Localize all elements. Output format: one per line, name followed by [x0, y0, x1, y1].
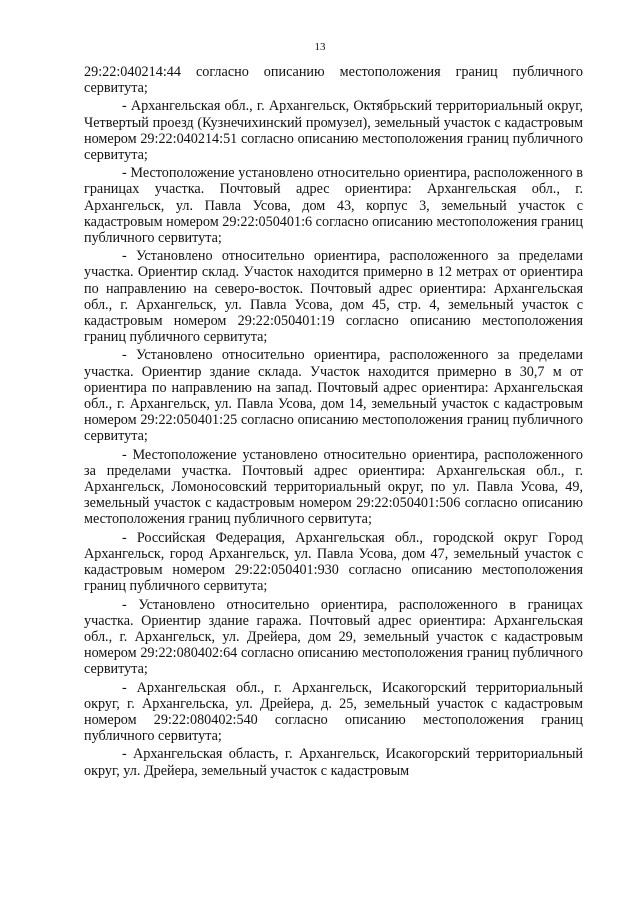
paragraph: - Российская Федерация, Архангельская обл., городской округ Город Архангельск, город Архангельск, ул. Павла Усова, дом 47, земельный участок с кадастровым номером 29:22:050401:930 согласно описанию местоположения границ публичного сервитута;	[84, 529, 583, 595]
paragraph: 29:22:040214:44 согласно описанию местоположения границ публичного сервитута;	[84, 64, 583, 97]
paragraph: - Архангельская обл., г. Архангельск, Октябрьский территориальный округ, Четвертый проезд (Кузнечихинский промузел), земельный участок с кадастровым номером 29:22:040214:51 согласно описанию местоположения границ публичного сервитута;	[84, 98, 583, 164]
paragraph: - Установлено относительно ориентира, расположенного за пределами участка. Ориентир склад. Участок находится примерно в 12 метрах от ориентира по направлению на северо-восток. Почтовый адрес ориентира: Архангельская обл., г. Архангельск, ул. Павла Усова, дом 45, стр. 4, земельный участок с кадастровым номером 29:22:050401:19 согласно описанию местоположения границ публичного сервитута;	[84, 248, 583, 346]
paragraph: - Архангельская область, г. Архангельск, Исакогорский территориальный округ, ул. Дрейера, земельный участок с кадастровым	[84, 746, 583, 779]
paragraph: - Местоположение установлено относительно ориентира, расположенного за пределами участка. Почтовый адрес ориентира: Архангельская обл., г. Архангельск, Ломоносовский территориальный округ, по ул. Павла Усова, 49, земельный участок с кадастровым номером 29:22:050401:506 согласно описанию местоположения границ публичного сервитута;	[84, 446, 583, 528]
paragraph: - Местоположение установлено относительно ориентира, расположенного в границах участка. Почтовый адрес ориентира: Архангельская обл., г. Архангельск, ул. Павла Усова, дом 43, корпус 3, земельный участок с кадастровым номером 29:22:050401:6 согласно описанию местоположения границ публичного сервитута;	[84, 165, 583, 247]
paragraph: - Установлено относительно ориентира, расположенного за пределами участка. Ориентир здание склада. Участок находится примерно в 30,7 м от ориентира по направлению на запад. Почтовый адрес ориентира: Архангельская обл., г. Архангельск, ул. Павла Усова, дом 14, земельный участок с кадастровым номером 29:22:050401:25 согласно описанию местоположения границ публичного сервитута;	[84, 347, 583, 445]
page-number: 13	[314, 41, 326, 53]
paragraph: - Архангельская обл., г. Архангельск, Исакогорский территориальный округ, г. Архангельска, ул. Дрейера, д. 25, земельный участок с кадастровым номером 29:22:080402:540 согласно описанию местоположения границ публичного сервитута;	[84, 679, 583, 745]
paragraph: - Установлено относительно ориентира, расположенного в границах участка. Ориентир здание гаража. Почтовый адрес ориентира: Архангельская обл., г. Архангельск, ул. Дрейера, дом 29, земельный участок с кадастровым номером 29:22:080402:64 согласно описанию местоположения границ публичного сервитута;	[84, 596, 583, 678]
document-body	[84, 64, 583, 779]
